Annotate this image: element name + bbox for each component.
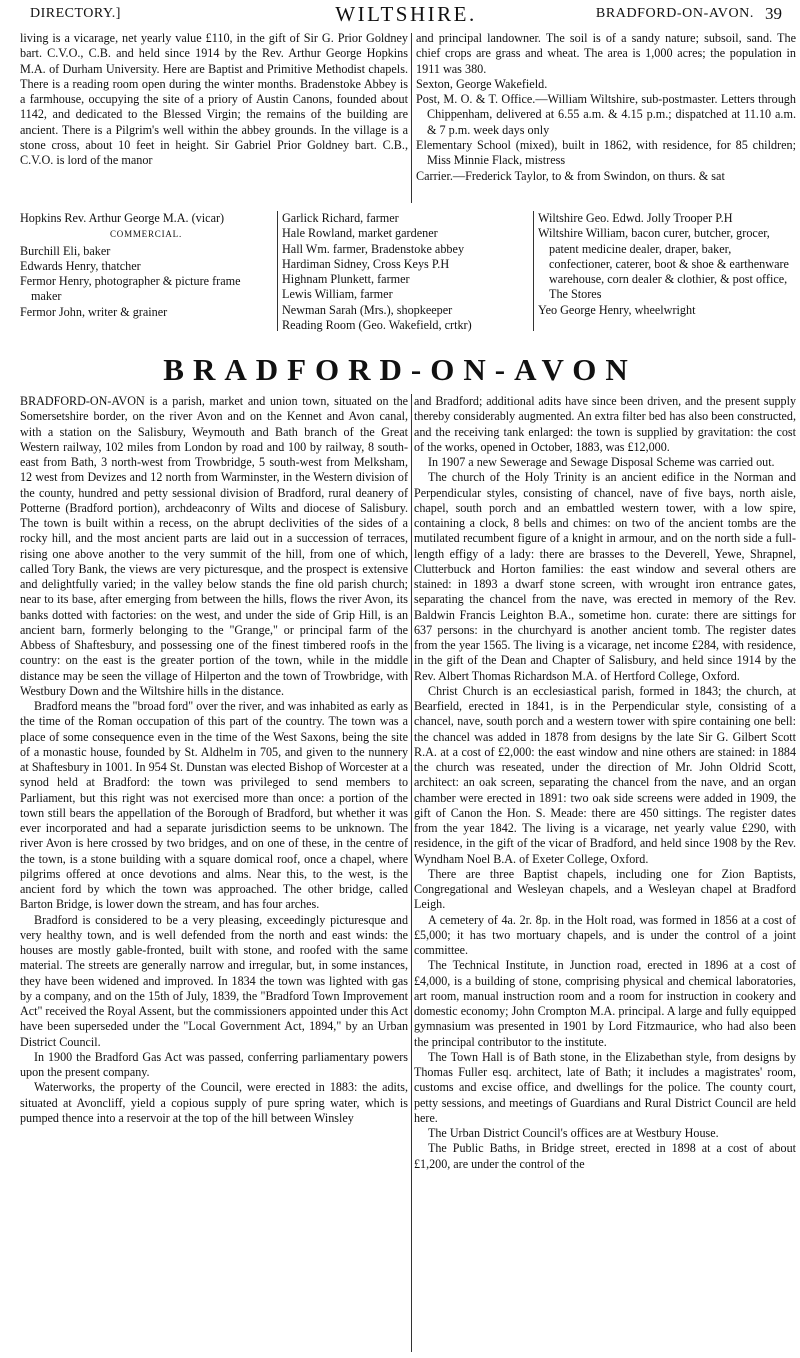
running-head	[30, 4, 782, 30]
paragraph: Elementary School (mixed), built in 1862, with residence, for 85 children; Miss Minnie Flack, mistress	[416, 138, 796, 168]
directory-entry: Hardiman Sidney, Cross Keys P.H	[282, 256, 450, 271]
directory-column-1	[20, 211, 272, 331]
directory-column-3	[538, 211, 796, 331]
directory-entry: Fermor Henry, photographer & picture frame maker	[20, 274, 241, 304]
directory-entry: Hale Rowland, market gardener	[282, 226, 438, 241]
residents-directory	[20, 211, 796, 333]
article-body	[20, 394, 796, 1354]
directory-entry: Fermor John, writer & grainer	[20, 304, 168, 319]
paragraph: and Bradford; additional adits have since been driven, and the present supply thereby considerably augmented. An extra filter bed has also been constructed, and the receiving tank enlarged: the town is supplied by gravitation: the cost of the works, opened in October, 1883, was £12,000.	[414, 394, 796, 454]
section-title: BRADFORD-ON-AVON	[163, 352, 637, 387]
paragraph: In 1907 a new Sewerage and Sewage Disposal Scheme was carried out.	[428, 455, 775, 469]
column-rule	[533, 211, 534, 331]
directory-entry: Wiltshire Geo. Edwd. Jolly Trooper P.H	[538, 211, 733, 225]
directory-entry: Garlick Richard, farmer	[282, 211, 399, 225]
directory-entry: Reading Room (Geo. Wakefield, crtkr)	[282, 318, 472, 333]
directory-entry: Wiltshire William, bacon curer, butcher, grocer, patent medicine dealer, draper, baker, confectioner, caterer, boot & shoe & earthenware warehouse, corn dealer & clothier, & post office, The Stores	[538, 226, 789, 302]
column-rule	[411, 394, 412, 1352]
directory-entry: Hall Wm. farmer, Bradenstoke abbey	[282, 241, 465, 256]
header-section-label: DIRECTORY.]	[30, 6, 121, 21]
directory-entry: Newman Sarah (Mrs.), shopkeeper	[282, 302, 453, 317]
paragraph: The Town Hall is of Bath stone, in the Elizabethan style, from designs by Thomas Fuller esq. architect, late of Bath; it includes a magistrates' room, customs and excise office, and dwellings for the police. The county court, petty sessions, and meetings of Guardians and Rural District Council are held here.	[414, 1049, 796, 1125]
paragraph: and principal landowner. The soil is of a sandy nature; subsoil, sand. The chief crops are grass and wheat. The area is 1,000 acres; the population in 1911 was 380.	[416, 31, 796, 76]
directory-entry: Yeo George Henry, wheelwright	[538, 302, 696, 317]
directory-entry: Lewis William, farmer	[282, 287, 393, 302]
paragraph: The Public Baths, in Bridge street, erected in 1898 at a cost of about £1,200, are under the control of the	[414, 1141, 796, 1171]
commercial-heading: COMMERCIAL.	[109, 229, 183, 240]
paragraph: The Technical Institute, in Junction road, erected in 1896 at a cost of £4,000, is a building of stone, comprising physical and chemical laboratories, art room, manual instruction room and a room for instruction in cookery and domestic economy; John Crompton M.A. principal. A large and fully equipped gymnasium was presented in 1901 by Lord Fitzmaurice, who had also been the principal contributor to the institute.	[414, 958, 796, 1049]
column-rule	[277, 211, 278, 331]
paragraph: A cemetery of 4a. 2r. 8p. in the Holt road, was formed in 1856 at a cost of £5,000; it has two mortuary chapels, and is under the control of a joint committee.	[414, 912, 796, 957]
paragraph: There are three Baptist chapels, including one for Zion Baptists, Congregational and Wesleyan chapels, and a Wesleyan chapel at Bradford Leigh.	[414, 866, 796, 912]
paragraph: Waterworks, the property of the Council, were erected in 1883: the adits, situated at Avoncliff, yield a copious supply of pure spring water, which is pumped thence into a reservoir at the top of the hill between Winsley	[20, 1080, 408, 1125]
header-place: BRADFORD-ON-AVON.	[595, 6, 754, 21]
paragraph: Sexton, George Wakefield.	[416, 76, 548, 91]
paragraph: BRADFORD-ON-AVON is a parish, market and union town, situated on the Somersetshire border, on the river Avon and on the Kennet and Avon canal, with a station on the Salisbury, Weymouth and Bath branch of the Great Western railway, 102 miles from London by road and 100 by railway, 8 south-east from Bath, 3 north-west from Trowbridge, 5 south-west from Melksham, 12 west from Devizes and 12 north from Warminster, in the Western division of the county, hundred and petty sessional division of Bradford, rural deanery of Potterne (Bradford portion), archdeaconry of Wilts and diocese of Salisbury. The town is built within a recess, on the abrupt declivities of the sides of a rocky hill, and the most ancient parts are laid out in a succession of terraces, rising one above another to the very summit of the hill, from one of which, called Tory Bank, the views are very picturesque, and the prospect is extensive and delightfully varied; in the valley below stands the fine old parish church; near to its base, after emerging from between the hills, flows the river Avon, its banks dotted with factories: on the west, and under the side of Grip Hill, is an ancient barn, formerly belonging to the "Grange," or principal farm of the Abbess of Shaftesbury, and possessing one of the finest timbered roofs in the country: on the east is the greater portion of the town, while in the middle distance may be seen the village of Hilperton and the town of Trowbridge, with Westbury Down and the Wiltshire hills in the distance.	[20, 394, 408, 698]
continued-text-left	[20, 31, 408, 169]
header-county: WILTSHIRE.	[335, 2, 477, 26]
continued-paragraph: living is a vicarage, net yearly value £110, in the gift of Sir G. Prior Goldney bart. C.V.O., C.B. and held since 1914 by the Rev. Arthur George Hopkins M.A. of Durham University. Here are Baptist and Primitive Methodist chapels. There is a reading room open during the winter months. Bradenstoke Abbey is a farmhouse, occupying the site of a priory of Austin Canons, founded about 1142, and dedicated to the Blessed Virgin; the remains of the building are ancient. There is a Pilgrim's well within the abbey grounds. In the village is a stone cross, about 10 feet in height. Sir Gabriel Prior Goldney bart. C.B., C.V.O. is lord of the manor	[20, 31, 408, 168]
continued-text-right	[416, 31, 796, 184]
paragraph: Carrier.—Frederick Taylor, to & from Swindon, on thurs. & sat	[416, 168, 725, 183]
article-column-left	[20, 394, 408, 1126]
directory-column-2	[282, 211, 530, 331]
column-rule	[411, 33, 412, 203]
paragraph: The Urban District Council's offices are at Westbury House.	[428, 1126, 719, 1140]
article-column-right	[414, 394, 796, 1172]
directory-entry: Highnam Plunkett, farmer	[282, 272, 410, 287]
paragraph: Bradford is considered to be a very pleasing, exceedingly picturesque and very healthy town, and is well defended from the north and east winds: the houses are mostly gable-fronted, built with stone, and roofed with the same material. The streets are generally narrow and irregular, but, in some instances, they have been widened and improved. In 1834 the town was lighted with gas by a company, and on the 15th of July, 1839, the "Bradford Town Improvement Act" received the Royal Assent, but the commissioners appointed under this Act have been superseded under the "Local Government Act, 1894," by an Urban District Council.	[20, 912, 408, 1049]
continued-entry	[20, 31, 796, 206]
paragraph: In 1900 the Bradford Gas Act was passed, conferring parliamentary powers upon the present company.	[20, 1049, 408, 1079]
directory-entry: Hopkins Rev. Arthur George M.A. (vicar)	[20, 211, 225, 225]
paragraph: Post, M. O. & T. Office.—William Wiltshire, sub-postmaster. Letters through Chippenham, delivered at 6.55 a.m. & 4.15 p.m.; dispatched at 11.10 a.m. & 7 p.m. week days only	[416, 92, 796, 137]
paragraph: Christ Church is an ecclesiastical parish, formed in 1843; the church, at Bearfield, erected in 1841, is in the Perpendicular style, consisting of a chancel, nave, south porch and a western tower with spire containing one bell: the chancel was added in 1878 from designs by the late Sir G. Gilbert Scott R.A. at a cost of £2,000: the east window and nine others are stained: in 1884 the church was reseated, under the direction of Mr. John Oldrid Scott, architect: an oak screen, separating the chancel from the nave, and an organ chamber were erected in 1891: two oak side screens were added in 1909, the gift of Canon the Hon. S. Meade: there are 450 sittings. The register dates from the year 1842. The living is a vicarage, net yearly value £290, with residence, in the gift of the vicar of Bradford, and held since 1908 by the Rev. Wyndham Noel B.A. of Exeter College, Oxford.	[414, 683, 796, 866]
directory-entry: Burchill Eli, baker	[20, 243, 111, 258]
page-number: 39	[765, 4, 782, 23]
paragraph: Bradford means the "broad ford" over the river, and was inhabited as early as the time of the Roman occupation of this part of the country. The town was a place of some consequence even in the time of the West Saxons, being the site of a monastic house, founded by St. Aldhelm in 705, and given to the nunnery at Shaftesbury in 1001. In 954 St. Dunstan was elected Bishop of Worcester at a synod held at Bradford: the town was privileged to send members to Parliament, but this right was not exercised more than once: a portion of the town still bears the appellation of the Borough of Bradford, but whether it was ever incorporated and had a separate jurisdiction seems to be unknown. The river Avon is here crossed by two bridges, and on one of these, in the centre of the town, is a stone building with a square domical roof, once a chapel, where pilgrims offered at once devotions and alms. Near this, to the west, is the ancient ford by which the town was approached. The other bridge, called Barton Bridge, is lower down the stream, and has four arches.	[20, 699, 408, 912]
directory-entry: Edwards Henry, thatcher	[20, 258, 141, 273]
paragraph: The church of the Holy Trinity is an ancient edifice in the Norman and Perpendicular styles, consisting of chancel, nave of five bays, north aisle, chapel, south porch and an embattled western tower, with a low spire, containing a clock, 8 bells and chimes: on two of the ancient tombs are the mutilated recumbent figure of a knight in armour, and on the north side a full-length effigy of a lady: there are brasses to the Deverell, Yewe, Shrapnel, Clutterbuck and Horton families: the east window and several others are stained: in 1893 a dwarf stone screen, with wrought iron entrance gates, separating the chancel from the nave, was erected in memory of the Rev. Baldwin Francis Leighton B.A., sometime hon. curate: there are sittings for 637 persons: in the churchyard is another ancient tomb. The register dates from the year 1565. The living is a vicarage, net income £284, with residence, in the gift of the Dean and Chapter of Salisbury, and held since 1914 by the Rev. Albert Thomas Richardson M.A. of Hertford College, Oxford.	[414, 470, 796, 683]
